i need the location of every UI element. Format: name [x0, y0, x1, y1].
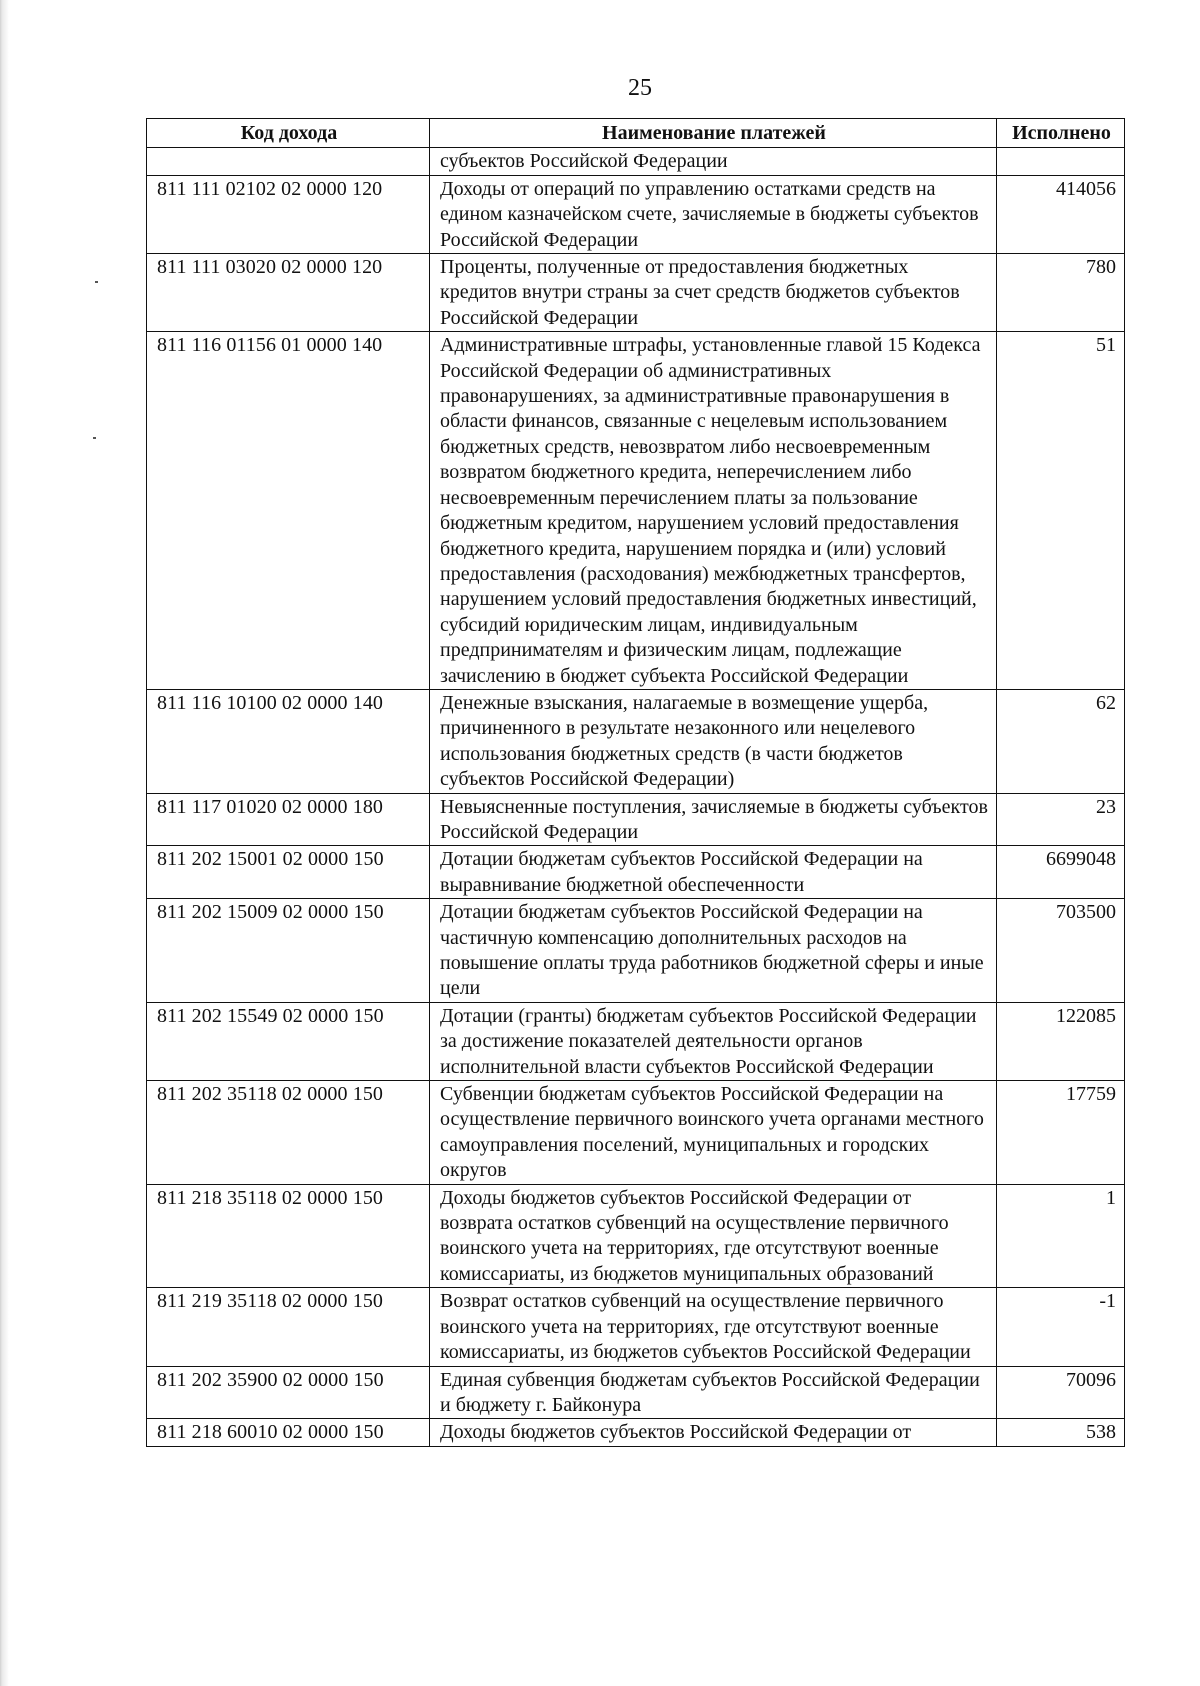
executed-amount: 51 [997, 332, 1125, 690]
payment-name: Субвенции бюджетам субъектов Российской Федерации на осуществление первичного воинского учета органами местного самоуправления поселений, муниципальных и городских округов [430, 1081, 997, 1185]
table-row [147, 1288, 1125, 1366]
executed-amount: -1 [997, 1288, 1125, 1366]
payment-name: Административные штрафы, установленные главой 15 Кодекса Российской Федерации об административных правонарушениях, за административные правонарушения в области финансов, связанные с нецелевым использованием бюджетных средств, невозвратом либо несвоевременным возвратом бюджетного кредита, неперечислением либо несвоевременным перечислением платы за пользование бюджетным кредитом, нарушением условий предоставления бюджетного кредита, нарушением порядка и (или) условий предоставления (расходования) межбюджетных трансфертов, нарушением условий предоставления бюджетных инвестиций, субсидий юридическим лицам, индивидуальным предпринимателям и физическим лицам, подлежащие зачислению в бюджет субъекта Российской Федерации [430, 332, 997, 690]
payment-name: Доходы бюджетов субъектов Российской Федерации от возврата остатков субвенций на осуществление первичного воинского учета на территориях, где отсутствуют военные комиссариаты, из бюджетов муниципальных образований [430, 1184, 997, 1288]
executed-amount: 122085 [997, 1002, 1125, 1080]
payment-name: Доходы от операций по управлению остатками средств на едином казначейском счете, зачисляемые в бюджеты субъектов Российской Федерации [430, 175, 997, 253]
executed-amount: 538 [997, 1419, 1125, 1446]
revenue-code: 811 202 15001 02 0000 150 [147, 846, 430, 899]
revenue-code: 811 202 15009 02 0000 150 [147, 899, 430, 1003]
payment-name: Проценты, полученные от предоставления бюджетных кредитов внутри страны за счет средств бюджетов субъектов Российской Федерации [430, 254, 997, 332]
executed-amount: 70096 [997, 1366, 1125, 1419]
payment-name: Доходы бюджетов субъектов Российской Федерации от [430, 1419, 997, 1446]
scan-speck [95, 281, 98, 283]
revenue-code: 811 202 35900 02 0000 150 [147, 1366, 430, 1419]
payment-name: Денежные взыскания, налагаемые в возмещение ущерба, причиненного в результате незаконного или нецелевого использования бюджетных средств (в части бюджетов субъектов Российской Федерации) [430, 689, 997, 793]
executed-amount: 17759 [997, 1081, 1125, 1185]
payment-name: Дотации бюджетам субъектов Российской Федерации на частичную компенсацию дополнительных расходов на повышение оплаты труда работников бюджетной сферы и иные цели [430, 899, 997, 1003]
executed-amount: 6699048 [997, 846, 1125, 899]
revenue-code: 811 202 35118 02 0000 150 [147, 1081, 430, 1185]
executed-amount: 23 [997, 793, 1125, 846]
header-name: Наименование платежей [430, 119, 997, 148]
revenue-code [147, 148, 430, 175]
table-row [147, 332, 1125, 690]
table-row [147, 148, 1125, 175]
revenue-code: 811 218 60010 02 0000 150 [147, 1419, 430, 1446]
table-row [147, 1184, 1125, 1288]
executed-amount: 62 [997, 689, 1125, 793]
table-row [147, 1081, 1125, 1185]
header-amount: Исполнено [997, 119, 1125, 148]
payment-name: субъектов Российской Федерации [430, 148, 997, 175]
revenue-code: 811 219 35118 02 0000 150 [147, 1288, 430, 1366]
scan-edge [0, 0, 10, 1686]
executed-amount: 414056 [997, 175, 1125, 253]
table-row [147, 899, 1125, 1003]
revenue-code: 811 111 02102 02 0000 120 [147, 175, 430, 253]
table-row [147, 1002, 1125, 1080]
table-row [147, 846, 1125, 899]
page-number: 25 [628, 75, 652, 101]
revenue-code: 811 116 01156 01 0000 140 [147, 332, 430, 690]
table-header-row [147, 119, 1125, 148]
scan-speck [93, 437, 96, 439]
table-row [147, 175, 1125, 253]
revenue-code: 811 117 01020 02 0000 180 [147, 793, 430, 846]
revenue-code: 811 111 03020 02 0000 120 [147, 254, 430, 332]
payment-name: Невыясненные поступления, зачисляемые в бюджеты субъектов Российской Федерации [430, 793, 997, 846]
revenue-code: 811 218 35118 02 0000 150 [147, 1184, 430, 1288]
payment-name: Дотации бюджетам субъектов Российской Федерации на выравнивание бюджетной обеспеченности [430, 846, 997, 899]
revenue-table [146, 118, 1125, 1447]
executed-amount: 780 [997, 254, 1125, 332]
payment-name: Дотации (гранты) бюджетам субъектов Российской Федерации за достижение показателей деятельности органов исполнительной власти субъектов Российской Федерации [430, 1002, 997, 1080]
executed-amount: 1 [997, 1184, 1125, 1288]
executed-amount: 703500 [997, 899, 1125, 1003]
revenue-code: 811 116 10100 02 0000 140 [147, 689, 430, 793]
executed-amount [997, 148, 1125, 175]
header-code: Код дохода [147, 119, 430, 148]
payment-name: Возврат остатков субвенций на осуществление первичного воинского учета на территориях, где отсутствуют военные комиссариаты, из бюджетов субъектов Российской Федерации [430, 1288, 997, 1366]
payment-name: Единая субвенция бюджетам субъектов Российской Федерации и бюджету г. Байконура [430, 1366, 997, 1419]
table-row [147, 254, 1125, 332]
table-row [147, 689, 1125, 793]
revenue-code: 811 202 15549 02 0000 150 [147, 1002, 430, 1080]
table-row [147, 1419, 1125, 1446]
table-row [147, 793, 1125, 846]
table-row [147, 1366, 1125, 1419]
